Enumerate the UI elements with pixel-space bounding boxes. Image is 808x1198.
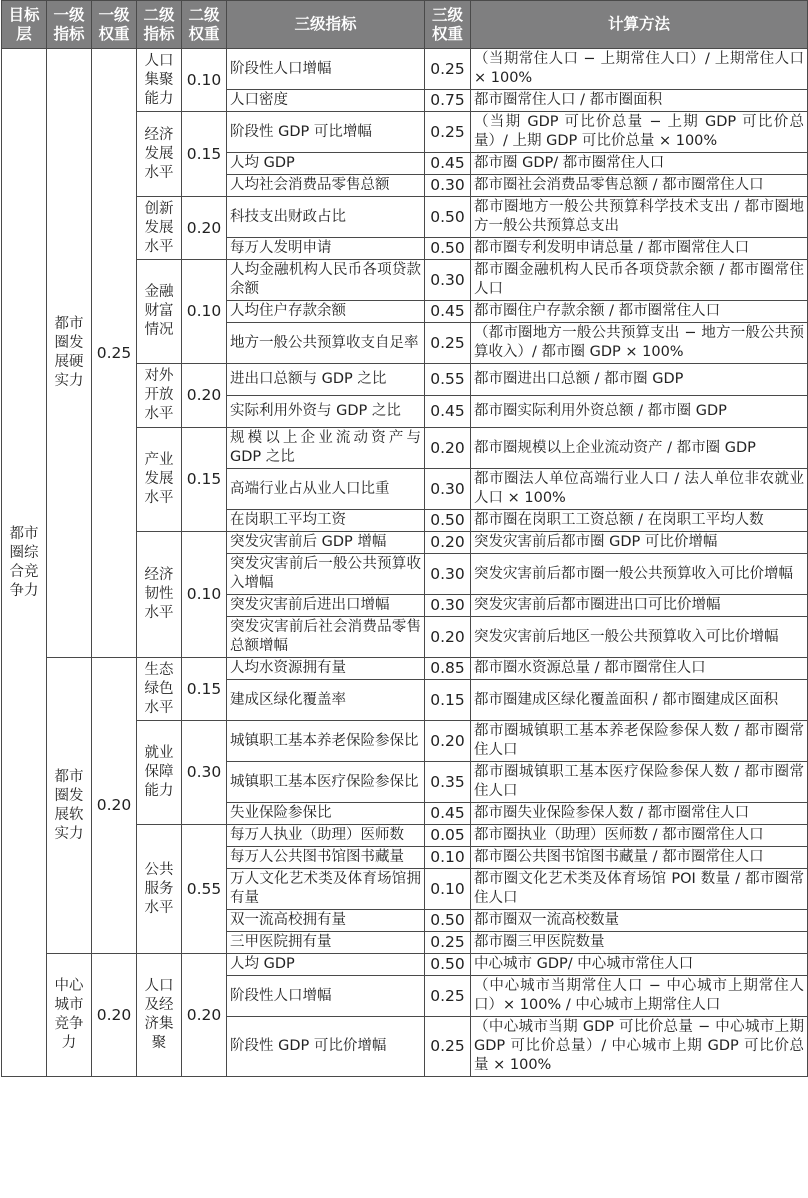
level3-indicator-cell: 突发灾害前后进出口增幅 — [227, 595, 425, 617]
calculation-method-cell: 都市圈 GDP/ 都市圈常住人口 — [471, 153, 808, 175]
level3-weight-cell: 0.45 — [425, 396, 471, 428]
calculation-method-cell: 都市圈住户存款余额 / 都市圈常住人口 — [471, 301, 808, 323]
level2-weight-cell: 0.10 — [182, 260, 227, 364]
level2-weight-cell: 0.15 — [182, 658, 227, 721]
level2-indicator-cell: 经济发展水平 — [137, 112, 182, 197]
level3-indicator-cell: 人均金融机构人民币各项贷款余额 — [227, 260, 425, 301]
header-level1-indicator: 一级指标 — [47, 1, 92, 49]
level3-indicator-cell: 突发灾害前后 GDP 增幅 — [227, 532, 425, 554]
level3-weight-cell: 0.20 — [425, 721, 471, 762]
calculation-method-cell: 突发灾害前后都市圈进出口可比价增幅 — [471, 595, 808, 617]
level3-indicator-cell: 人口密度 — [227, 90, 425, 112]
calculation-method-cell: 都市圈三甲医院数量 — [471, 932, 808, 954]
header-level1-weight: 一级权重 — [92, 1, 137, 49]
calculation-method-cell: 都市圈城镇职工基本医疗保险参保人数 / 都市圈常住人口 — [471, 762, 808, 803]
level3-indicator-cell: 每万人发明申请 — [227, 238, 425, 260]
calculation-method-cell: （当期常住人口 − 上期常住人口）/ 上期常住人口 × 100% — [471, 49, 808, 90]
level3-indicator-cell: 万人文化艺术类及体育场馆拥有量 — [227, 869, 425, 910]
level3-indicator-cell: 每万人公共图书馆图书藏量 — [227, 847, 425, 869]
level3-weight-cell: 0.45 — [425, 803, 471, 825]
level1-indicator-cell: 都市圈发展软实力 — [47, 658, 92, 954]
calculation-method-cell: 都市圈法人单位高端行业人口 / 法人单位非农就业人口 × 100% — [471, 469, 808, 510]
calculation-method-cell: 突发灾害前后都市圈 GDP 可比价增幅 — [471, 532, 808, 554]
level3-weight-cell: 0.75 — [425, 90, 471, 112]
calculation-method-cell: 突发灾害前后都市圈一般公共预算收入可比价增幅 — [471, 554, 808, 595]
level3-weight-cell: 0.30 — [425, 260, 471, 301]
header-level2-indicator: 二级指标 — [137, 1, 182, 49]
level3-weight-cell: 0.25 — [425, 49, 471, 90]
level3-indicator-cell: 阶段性人口增幅 — [227, 976, 425, 1017]
level3-indicator-cell: 阶段性 GDP 可比价增幅 — [227, 1017, 425, 1077]
level1-weight-cell: 0.20 — [92, 658, 137, 954]
level3-weight-cell: 0.85 — [425, 658, 471, 680]
level1-weight-cell: 0.20 — [92, 954, 137, 1077]
calculation-method-cell: 中心城市 GDP/ 中心城市常住人口 — [471, 954, 808, 976]
level3-indicator-cell: 在岗职工平均工资 — [227, 510, 425, 532]
level1-indicator-cell: 都市圈发展硬实力 — [47, 49, 92, 658]
level3-indicator-cell: 城镇职工基本医疗保险参保比 — [227, 762, 425, 803]
level3-weight-cell: 0.20 — [425, 428, 471, 469]
level3-weight-cell: 0.30 — [425, 175, 471, 197]
level2-weight-cell: 0.10 — [182, 49, 227, 112]
level3-indicator-cell: 每万人执业（助理）医师数 — [227, 825, 425, 847]
level3-weight-cell: 0.50 — [425, 238, 471, 260]
level3-weight-cell: 0.50 — [425, 910, 471, 932]
calculation-method-cell: 都市圈失业保险参保人数 / 都市圈常住人口 — [471, 803, 808, 825]
calculation-method-cell: （当期 GDP 可比价总量 − 上期 GDP 可比价总量）/ 上期 GDP 可比价总量 × 100% — [471, 112, 808, 153]
calculation-method-cell: 突发灾害前后地区一般公共预算收入可比价增幅 — [471, 617, 808, 658]
level3-weight-cell: 0.15 — [425, 680, 471, 721]
calculation-method-cell: 都市圈社会消费品零售总额 / 都市圈常住人口 — [471, 175, 808, 197]
level3-weight-cell: 0.25 — [425, 976, 471, 1017]
level3-weight-cell: 0.10 — [425, 847, 471, 869]
header-level3-weight: 三级权重 — [425, 1, 471, 49]
level3-weight-cell: 0.50 — [425, 197, 471, 238]
level3-weight-cell: 0.45 — [425, 301, 471, 323]
table-row — [2, 954, 808, 976]
header-level3-indicator: 三级指标 — [227, 1, 425, 49]
level2-indicator-cell: 金融财富情况 — [137, 260, 182, 364]
level2-indicator-cell: 生态绿色水平 — [137, 658, 182, 721]
level3-indicator-cell: 三甲医院拥有量 — [227, 932, 425, 954]
level3-indicator-cell: 进出口总额与 GDP 之比 — [227, 364, 425, 396]
level3-indicator-cell: 阶段性 GDP 可比增幅 — [227, 112, 425, 153]
level3-weight-cell: 0.05 — [425, 825, 471, 847]
header-calculation-method: 计算方法 — [471, 1, 808, 49]
level2-indicator-cell: 对外开放水平 — [137, 364, 182, 428]
calculation-method-cell: 都市圈实际利用外资总额 / 都市圈 GDP — [471, 396, 808, 428]
level2-weight-cell: 0.55 — [182, 825, 227, 954]
indicator-table — [1, 0, 808, 1077]
calculation-method-cell: 都市圈文化艺术类及体育场馆 POI 数量 / 都市圈常住人口 — [471, 869, 808, 910]
level3-weight-cell: 0.50 — [425, 954, 471, 976]
level3-indicator-cell: 规模以上企业流动资产与 GDP 之比 — [227, 428, 425, 469]
level3-weight-cell: 0.30 — [425, 554, 471, 595]
calculation-method-cell: （中心城市当期常住人口 − 中心城市上期常住人口）× 100% / 中心城市上期常住人口 — [471, 976, 808, 1017]
calculation-method-cell: 都市圈地方一般公共预算科学技术支出 / 都市圈地方一般公共预算总支出 — [471, 197, 808, 238]
level2-indicator-cell: 创新发展水平 — [137, 197, 182, 260]
level3-weight-cell: 0.55 — [425, 364, 471, 396]
level3-indicator-cell: 人均住户存款余额 — [227, 301, 425, 323]
level3-indicator-cell: 阶段性人口增幅 — [227, 49, 425, 90]
level3-weight-cell: 0.25 — [425, 323, 471, 364]
level3-weight-cell: 0.25 — [425, 932, 471, 954]
header-target-layer: 目标层 — [2, 1, 47, 49]
table-body — [2, 49, 808, 1077]
calculation-method-cell: 都市圈在岗职工工资总额 / 在岗职工平均人数 — [471, 510, 808, 532]
header-row — [2, 1, 808, 49]
level2-weight-cell: 0.15 — [182, 112, 227, 197]
calculation-method-cell: 都市圈金融机构人民币各项贷款余额 / 都市圈常住人口 — [471, 260, 808, 301]
level2-weight-cell: 0.10 — [182, 532, 227, 658]
level2-weight-cell: 0.20 — [182, 954, 227, 1077]
level3-indicator-cell: 人均水资源拥有量 — [227, 658, 425, 680]
level1-indicator-cell: 中心城市竞争力 — [47, 954, 92, 1077]
level3-indicator-cell: 城镇职工基本养老保险参保比 — [227, 721, 425, 762]
level2-indicator-cell: 人口及经济集聚 — [137, 954, 182, 1077]
level3-indicator-cell: 实际利用外资与 GDP 之比 — [227, 396, 425, 428]
level3-indicator-cell: 人均 GDP — [227, 153, 425, 175]
level3-weight-cell: 0.35 — [425, 762, 471, 803]
calculation-method-cell: 都市圈城镇职工基本养老保险参保人数 / 都市圈常住人口 — [471, 721, 808, 762]
level2-weight-cell: 0.20 — [182, 197, 227, 260]
calculation-method-cell: （中心城市当期 GDP 可比价总量 − 中心城市上期 GDP 可比价总量）/ 中心城市上期 GDP 可比价总量 × 100% — [471, 1017, 808, 1077]
level3-weight-cell: 0.25 — [425, 1017, 471, 1077]
calculation-method-cell: 都市圈执业（助理）医师数 / 都市圈常住人口 — [471, 825, 808, 847]
calculation-method-cell: 都市圈双一流高校数量 — [471, 910, 808, 932]
level3-indicator-cell: 高端行业占从业人口比重 — [227, 469, 425, 510]
level3-indicator-cell: 突发灾害前后社会消费品零售总额增幅 — [227, 617, 425, 658]
level3-indicator-cell: 人均社会消费品零售总额 — [227, 175, 425, 197]
level3-weight-cell: 0.30 — [425, 595, 471, 617]
calculation-method-cell: 都市圈水资源总量 / 都市圈常住人口 — [471, 658, 808, 680]
level2-indicator-cell: 产业发展水平 — [137, 428, 182, 532]
level2-indicator-cell: 人口集聚能力 — [137, 49, 182, 112]
level3-indicator-cell: 地方一般公共预算收支自足率 — [227, 323, 425, 364]
level1-weight-cell: 0.25 — [92, 49, 137, 658]
header-level2-weight: 二级权重 — [182, 1, 227, 49]
level3-weight-cell: 0.20 — [425, 532, 471, 554]
calculation-method-cell: 都市圈公共图书馆图书藏量 / 都市圈常住人口 — [471, 847, 808, 869]
level2-indicator-cell: 经济韧性水平 — [137, 532, 182, 658]
level3-indicator-cell: 建成区绿化覆盖率 — [227, 680, 425, 721]
table-row — [2, 49, 808, 90]
level3-weight-cell: 0.50 — [425, 510, 471, 532]
level3-weight-cell: 0.45 — [425, 153, 471, 175]
level3-indicator-cell: 人均 GDP — [227, 954, 425, 976]
level2-indicator-cell: 公共服务水平 — [137, 825, 182, 954]
calculation-method-cell: 都市圈进出口总额 / 都市圈 GDP — [471, 364, 808, 396]
calculation-method-cell: 都市圈常住人口 / 都市圈面积 — [471, 90, 808, 112]
level3-indicator-cell: 双一流高校拥有量 — [227, 910, 425, 932]
level3-weight-cell: 0.30 — [425, 469, 471, 510]
calculation-method-cell: （都市圈地方一般公共预算支出 − 地方一般公共预算收入）/ 都市圈 GDP × 100% — [471, 323, 808, 364]
level3-weight-cell: 0.20 — [425, 617, 471, 658]
level2-weight-cell: 0.30 — [182, 721, 227, 825]
level2-indicator-cell: 就业保障能力 — [137, 721, 182, 825]
level3-weight-cell: 0.25 — [425, 112, 471, 153]
level3-indicator-cell: 突发灾害前后一般公共预算收入增幅 — [227, 554, 425, 595]
level3-indicator-cell: 科技支出财政占比 — [227, 197, 425, 238]
level2-weight-cell: 0.20 — [182, 364, 227, 428]
calculation-method-cell: 都市圈建成区绿化覆盖面积 / 都市圈建成区面积 — [471, 680, 808, 721]
level3-weight-cell: 0.10 — [425, 869, 471, 910]
level2-weight-cell: 0.15 — [182, 428, 227, 532]
target-layer-cell: 都市圈综合竞争力 — [2, 49, 47, 1077]
table-row — [2, 658, 808, 680]
calculation-method-cell: 都市圈规模以上企业流动资产 / 都市圈 GDP — [471, 428, 808, 469]
calculation-method-cell: 都市圈专利发明申请总量 / 都市圈常住人口 — [471, 238, 808, 260]
level3-indicator-cell: 失业保险参保比 — [227, 803, 425, 825]
